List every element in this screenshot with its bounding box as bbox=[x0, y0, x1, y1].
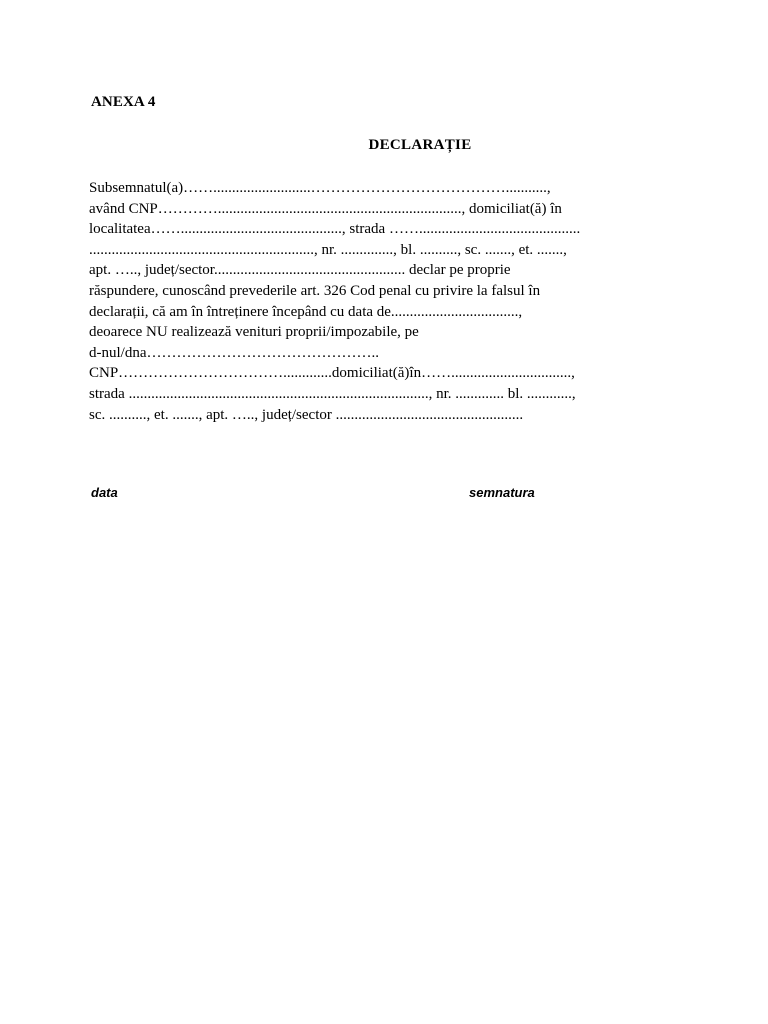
declaration-body bbox=[89, 178, 679, 425]
signature-label: semnatura bbox=[469, 485, 535, 500]
body-line: strada ................................................................................, nr. ............. bl. ............, bbox=[89, 385, 576, 402]
body-line: d-nul/dna……………………………………….. bbox=[89, 344, 379, 361]
body-line: deoarece NU realizează venituri proprii/impozabile, pe bbox=[89, 324, 419, 341]
document-title: DECLARAȚIE bbox=[368, 137, 472, 153]
body-line: sc. .........., et. ......., apt. ….., județ/sector .................................................. bbox=[89, 406, 524, 423]
date-label: data bbox=[91, 485, 118, 500]
annex-label: ANEXA 4 bbox=[91, 94, 156, 110]
body-line: Subsemnatul(a)……..........................…………………………………..........., bbox=[89, 180, 551, 196]
body-line: localitatea……..........................................., strada ……........................................... bbox=[89, 221, 581, 238]
body-line: apt. ….., județ/sector................................................... declar pe proprie bbox=[89, 262, 511, 279]
body-line: CNP…………………………….............domiciliat(ă)în……................................, bbox=[89, 365, 575, 382]
body-line: răspundere, cunoscând prevederile art. 326 Cod penal cu privire la falsul în bbox=[89, 282, 541, 299]
body-line: ............................................................, nr. .............., bl. .........., sc. ......., et. ......., bbox=[89, 241, 567, 258]
body-line: declarații, că am în întreținere începând cu data de.................................., bbox=[89, 303, 523, 320]
body-line: având CNP…………................................................................., domiciliat(ă) în bbox=[89, 200, 562, 217]
